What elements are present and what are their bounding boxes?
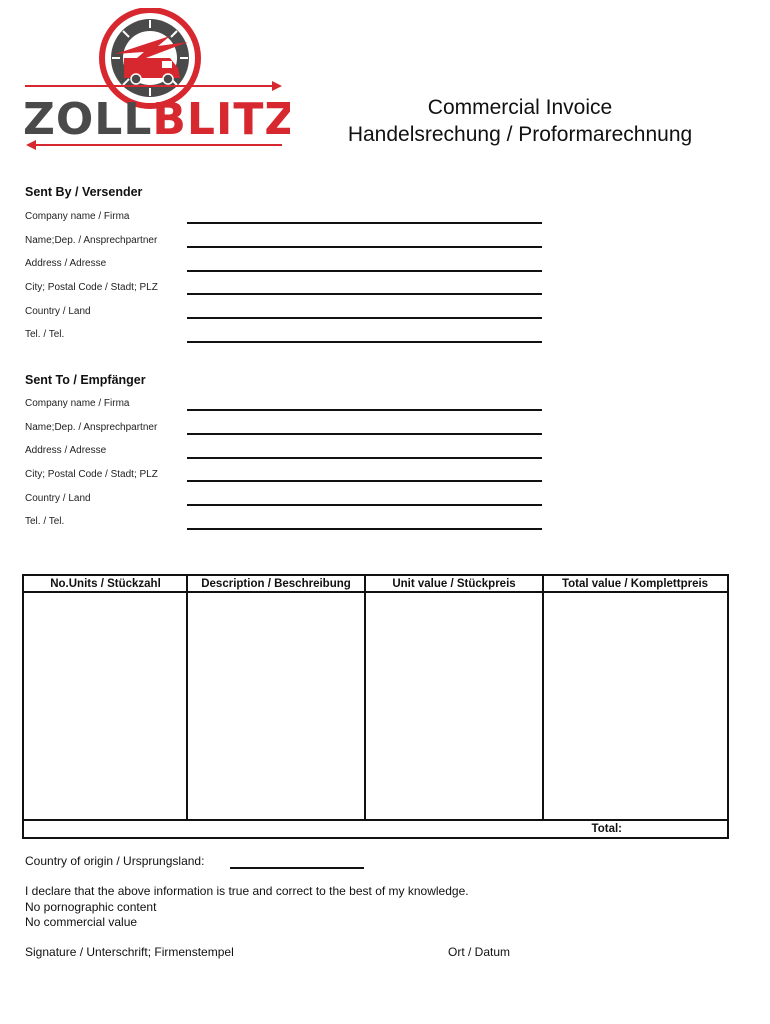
- sender-section-title: Sent By / Versender: [25, 185, 143, 199]
- sender-tel-field[interactable]: [187, 341, 542, 343]
- recipient-company-label: Company name / Firma: [25, 398, 130, 409]
- document-title: [300, 94, 740, 148]
- logo-text-red: BLITZ: [152, 94, 290, 145]
- sender-name-field[interactable]: [187, 246, 542, 248]
- items-table: [22, 574, 729, 839]
- svg-text:ZOLLBLITZ: [23, 94, 290, 145]
- sender-city-field[interactable]: [187, 293, 542, 295]
- sender-name-label: Name;Dep. / Ansprechpartner: [25, 235, 158, 246]
- recipient-city-field[interactable]: [187, 480, 542, 482]
- total-label: Total:: [591, 823, 622, 835]
- column-header-description: Description / Beschreibung: [187, 576, 365, 593]
- sender-country-label: Country / Land: [25, 306, 91, 317]
- recipient-tel-label: Tel. / Tel.: [25, 516, 65, 527]
- declaration-text: I declare that the above information is true and correct to the best of my knowledge.: [25, 884, 469, 898]
- unit-value-cell[interactable]: [366, 595, 542, 819]
- sender-company-label: Company name / Firma: [25, 211, 130, 222]
- recipient-address-label: Address / Adresse: [25, 445, 107, 456]
- no-pornographic-text: No pornographic content: [25, 900, 157, 914]
- title-line-2: Handelsrechung / Proformarechnung: [347, 123, 693, 146]
- description-cell[interactable]: [188, 595, 364, 819]
- column-header-units: No.Units / Stückzahl: [24, 576, 187, 593]
- total-row: [24, 819, 727, 839]
- logo-graphic: [20, 8, 290, 153]
- sender-address-label: Address / Adresse: [25, 258, 107, 269]
- recipient-country-label: Country / Land: [25, 493, 91, 504]
- sender-address-field[interactable]: [187, 270, 542, 272]
- column-header-total-value: Total value / Komplettpreis: [543, 576, 727, 593]
- recipient-name-field[interactable]: [187, 433, 542, 435]
- origin-label: Country of origin / Ursprungsland:: [25, 854, 205, 868]
- recipient-country-field[interactable]: [187, 504, 542, 506]
- recipient-tel-field[interactable]: [187, 528, 542, 530]
- recipient-section-title: Sent To / Empfänger: [25, 373, 146, 387]
- title-line-1: Commercial Invoice: [427, 96, 613, 119]
- sender-country-field[interactable]: [187, 317, 542, 319]
- recipient-name-label: Name;Dep. / Ansprechpartner: [25, 422, 158, 433]
- logo-text-gray: ZOLL: [23, 94, 153, 145]
- recipient-company-field[interactable]: [187, 409, 542, 411]
- sender-city-label: City; Postal Code / Stadt; PLZ: [25, 282, 158, 293]
- column-header-unit-value: Unit value / Stückpreis: [365, 576, 543, 593]
- no-commercial-value-text: No commercial value: [25, 915, 138, 929]
- recipient-address-field[interactable]: [187, 457, 542, 459]
- recipient-city-label: City; Postal Code / Stadt; PLZ: [25, 469, 158, 480]
- place-date-label: Ort / Datum: [448, 945, 511, 959]
- units-cell[interactable]: [24, 595, 186, 819]
- sender-company-field[interactable]: [187, 222, 542, 224]
- origin-field[interactable]: [230, 867, 364, 869]
- zollblitz-logo: [20, 8, 290, 153]
- sender-tel-label: Tel. / Tel.: [25, 329, 65, 340]
- total-value-cell[interactable]: [544, 595, 727, 819]
- signature-label: Signature / Unterschrift; Firmenstempel: [25, 945, 234, 959]
